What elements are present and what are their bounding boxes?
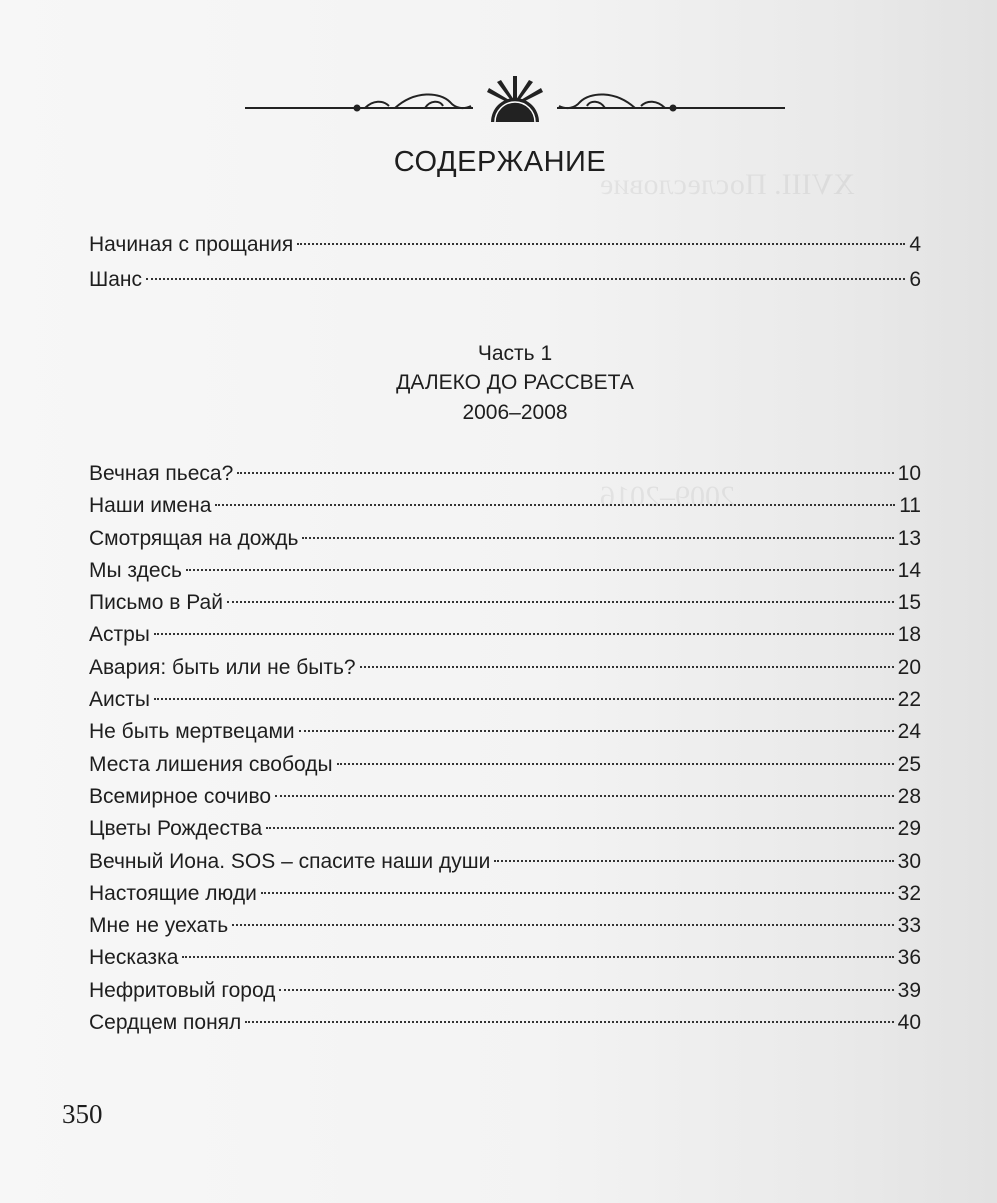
toc-entry-title: Астры	[89, 623, 150, 647]
toc-dot-leader	[299, 730, 894, 732]
toc-entry-title: Несказка	[89, 946, 179, 970]
toc-entry-page: 10	[897, 462, 921, 485]
toc-entry-page: 33	[897, 914, 921, 938]
toc-entry-page: 24	[897, 720, 921, 744]
toc-dot-leader	[182, 956, 893, 958]
toc-entry-page: 22	[897, 688, 921, 712]
toc-entry	[89, 490, 921, 522]
toc-dot-leader	[337, 763, 894, 765]
toc-entry	[89, 781, 921, 813]
toc-dot-leader	[146, 278, 905, 280]
toc-entry-page: 30	[897, 849, 921, 873]
toc-entry-page: 36	[897, 946, 921, 970]
toc-entry	[89, 523, 921, 555]
toc-dot-leader	[227, 601, 894, 603]
toc-entry-title: Шанс	[89, 268, 143, 291]
toc-entry-title: Места лишения свободы	[89, 752, 333, 776]
toc-entry-title: Нефритовый город	[89, 978, 276, 1002]
toc-entry-title: Вечный Иона. SOS – спасите наши души	[89, 849, 491, 873]
toc-entry-page: 18	[897, 623, 921, 647]
toc-entry-title: Смотрящая на дождь	[89, 526, 299, 550]
toc-entry-page: 14	[897, 558, 921, 582]
toc-dot-leader	[297, 243, 905, 245]
toc-entry-page: 39	[897, 978, 921, 1002]
toc-entry	[89, 813, 921, 845]
toc-entry-page: 15	[897, 591, 921, 615]
toc-entry	[89, 555, 921, 587]
toc-entry-page: 25	[897, 752, 921, 776]
toc-dot-leader	[302, 537, 893, 539]
toc-dot-leader	[245, 1021, 893, 1023]
part-title: ДАЛЕКО ДО РАССВЕТА	[396, 371, 634, 394]
toc-entry	[89, 229, 921, 264]
toc-dot-leader	[279, 989, 893, 991]
toc-dot-leader	[215, 504, 895, 506]
toc-entry-page: 28	[897, 784, 921, 808]
toc-part-list	[89, 458, 921, 1039]
part-label: Часть 1	[477, 342, 553, 365]
toc-entry-title: Не быть мертвецами	[89, 720, 295, 744]
toc-entry-title: Наши имена	[89, 494, 212, 518]
toc-entry	[89, 458, 921, 490]
toc-dot-leader	[232, 924, 893, 926]
toc-heading: СОДЕРЖАНИЕ	[393, 146, 607, 178]
toc-entry-page: 4	[909, 233, 921, 256]
toc-entry	[89, 587, 921, 619]
toc-dot-leader	[186, 569, 894, 571]
toc-entry	[89, 264, 921, 299]
toc-entry-title: Настоящие люди	[89, 881, 257, 905]
toc-entry-title: Вечная пьеса?	[89, 462, 234, 485]
toc-entry	[89, 1007, 921, 1039]
toc-entry-title: Авария: быть или не быть?	[89, 655, 356, 679]
toc-entry-title: Письмо в Рай	[89, 591, 223, 615]
toc-entry-page: 6	[909, 268, 921, 291]
toc-dot-leader	[154, 633, 894, 635]
bleed-through-text: 2009–2016	[600, 480, 735, 513]
toc-entry-title: Мне не уехать	[89, 914, 229, 938]
toc-entry	[89, 846, 921, 878]
toc-dot-leader	[237, 472, 893, 474]
toc-entry	[89, 716, 921, 748]
toc-entry-page: 29	[897, 817, 921, 841]
toc-entry	[89, 619, 921, 651]
toc-entry	[89, 878, 921, 910]
toc-entry	[89, 749, 921, 781]
toc-entry-title: Начиная с прощания	[89, 233, 294, 256]
toc-dot-leader	[360, 666, 894, 668]
toc-entry	[89, 684, 921, 716]
toc-entry	[89, 910, 921, 942]
toc-entry-page: 40	[897, 1011, 921, 1035]
toc-entry-title: Цветы Рождества	[89, 817, 263, 841]
toc-entry	[89, 942, 921, 974]
toc-entry	[89, 652, 921, 684]
toc-intro-list	[89, 229, 921, 299]
bleed-through-text: XVIII. Послесловие	[600, 168, 855, 201]
toc-dot-leader	[261, 892, 894, 894]
toc-entry-page: 11	[899, 494, 921, 518]
toc-entry-page: 32	[897, 881, 921, 905]
ornament-divider	[245, 70, 785, 130]
toc-dot-leader	[275, 795, 894, 797]
toc-entry-title: Всемирное сочиво	[89, 784, 272, 808]
toc-entry-page: 20	[897, 655, 921, 679]
toc-entry-title: Мы здесь	[89, 558, 182, 582]
toc-entry	[89, 975, 921, 1007]
toc-entry-title: Сердцем понял	[89, 1011, 242, 1035]
toc-dot-leader	[154, 698, 894, 700]
part-years: 2006–2008	[462, 401, 568, 424]
page-number: 350	[62, 1099, 103, 1129]
toc-dot-leader	[494, 860, 893, 862]
toc-entry-title: Аисты	[89, 688, 150, 712]
toc-dot-leader	[266, 827, 893, 829]
toc-entry-page: 13	[897, 526, 921, 550]
